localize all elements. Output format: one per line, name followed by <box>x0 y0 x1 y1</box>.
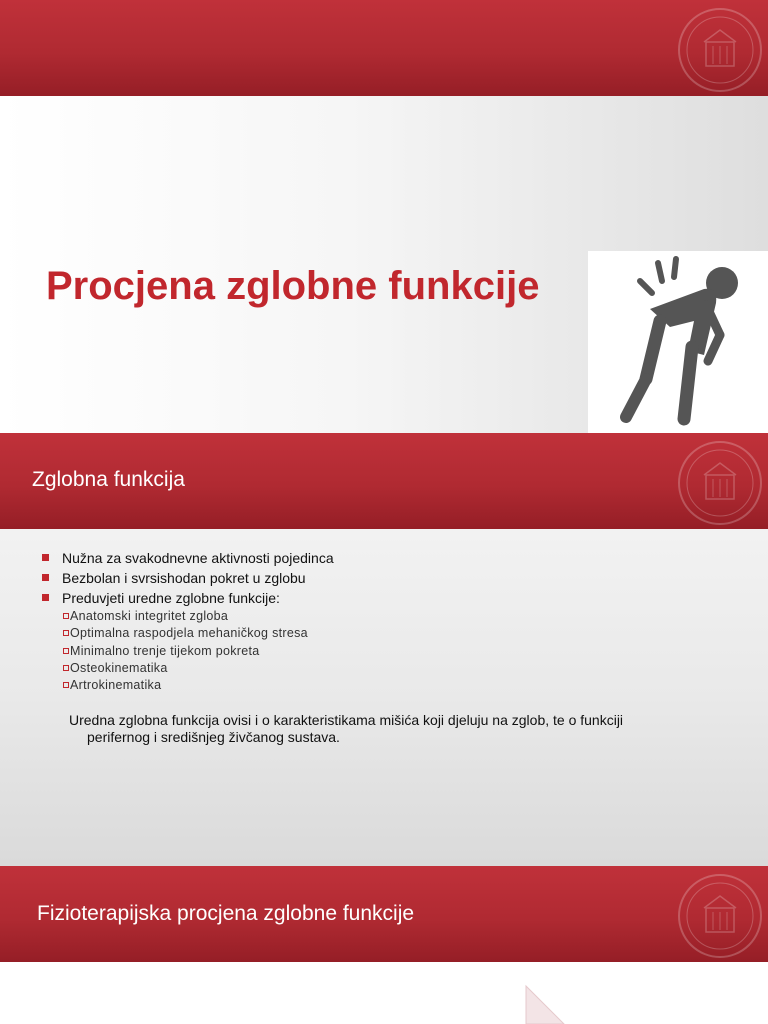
sub-list-item: Artrokinematika <box>54 677 740 694</box>
decorative-triangle-shape <box>524 984 568 1024</box>
hollow-square-bullet-icon <box>63 648 69 654</box>
section-title-2: Fizioterapijska procjena zglobne funkcije <box>37 902 415 925</box>
hollow-square-bullet-icon <box>63 665 69 671</box>
list-item: Preduvjeti uredne zglobne funkcije: Anatomski integritet zgloba Optimalna raspodjela mehaničkog stresa Minimalno trenje tijekom pokreta Osteokinematika Artrokinematika <box>40 588 740 694</box>
list-item: Nužna za svakodnevne aktivnosti pojedinca <box>40 548 740 568</box>
square-bullet-icon <box>42 594 49 601</box>
sub-list-item: Osteokinematika <box>54 660 740 677</box>
section-title: Zglobna funkcija <box>32 468 185 491</box>
bullet-list <box>40 548 740 694</box>
university-seal-icon <box>676 872 764 960</box>
sub-list-item: Optimalna raspodjela mehaničkog stresa <box>54 625 740 642</box>
header-band <box>0 0 768 96</box>
hollow-square-bullet-icon <box>63 630 69 636</box>
hollow-square-bullet-icon <box>63 613 69 619</box>
note-paragraph: Uredna zglobna funkcija ovisi i o karakteristikama mišića koji djeluju na zglob, te o funkciji perifernog i središnjeg živčanog sustava. <box>69 712 624 745</box>
slide-title: Procjena zglobne funkcije <box>46 264 540 308</box>
back-pain-person-icon <box>588 251 768 433</box>
list-item: Bezbolan i svrsishodan pokret u zglobu <box>40 568 740 588</box>
square-bullet-icon <box>42 554 49 561</box>
sub-bullet-list <box>54 608 740 694</box>
university-seal-icon <box>676 6 764 94</box>
pictogram-box <box>588 251 768 433</box>
sub-list-item: Anatomski integritet zgloba <box>54 608 740 625</box>
slide-content <box>0 529 768 866</box>
section-header <box>0 433 768 529</box>
square-bullet-icon <box>42 574 49 581</box>
section-header-2 <box>0 866 768 962</box>
sub-list-item: Minimalno trenje tijekom pokreta <box>54 643 740 660</box>
hollow-square-bullet-icon <box>63 682 69 688</box>
university-seal-icon <box>676 439 764 527</box>
next-slide-preview <box>0 962 768 1024</box>
